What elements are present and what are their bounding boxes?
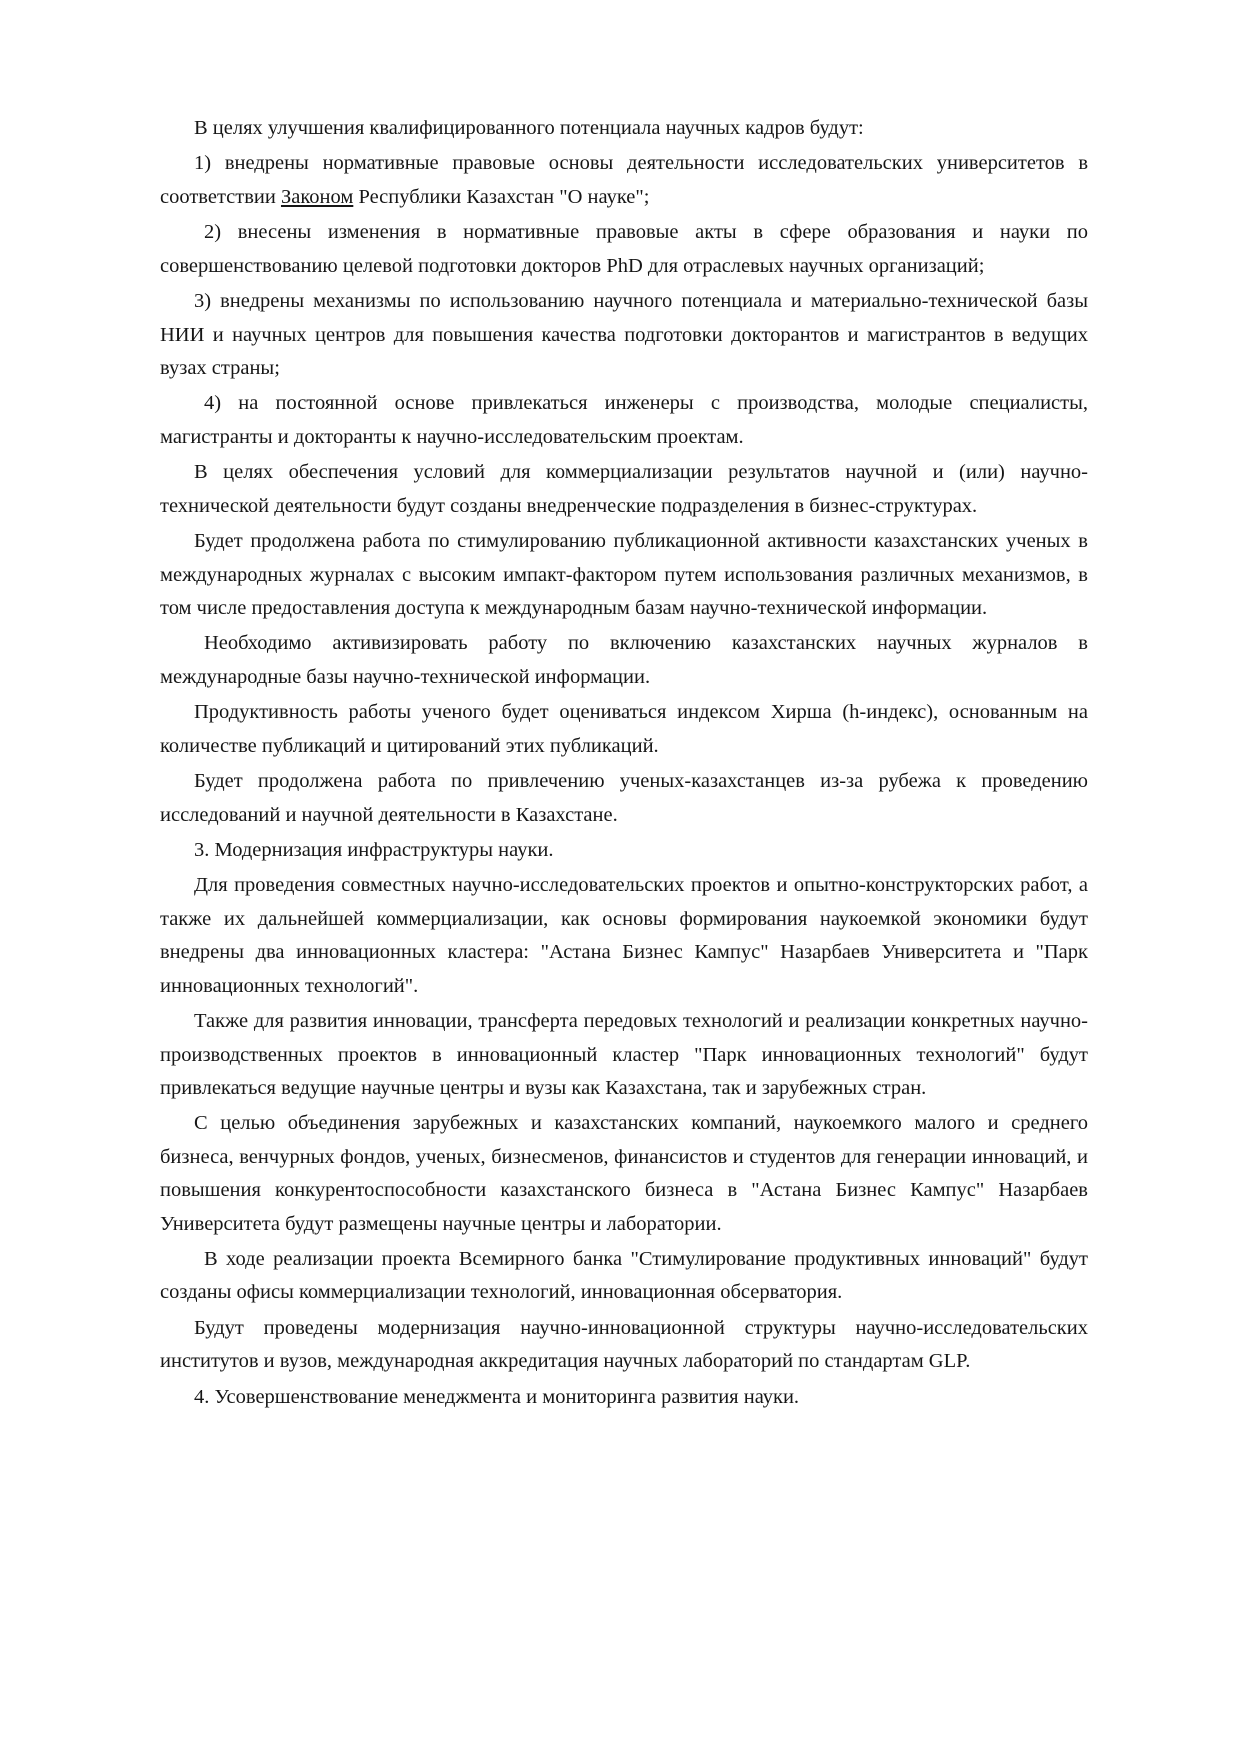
paragraph-section-4-heading: 4. Усовершенствование менеджмента и мониторинга развития науки. <box>194 1385 800 1408</box>
law-reference-underlined: Законом <box>280 185 354 208</box>
paragraph-section-3-heading: 3. Модернизация инфраструктуры науки. <box>194 839 554 861</box>
paragraph-hirsch-index: Продуктивность работы ученого будет оцениваться индексом Хирша (h-индекс), основанным на количестве публикаций и цитирований этих публикаций. <box>160 701 1088 757</box>
paragraph-item-3: 3) внедрены механизмы по использованию научного потенциала и материально-технической базы НИИ и научных центров для повышения качества подготовки докторантов и магистрантов в ведущих вузах страны; <box>160 290 1088 379</box>
paragraph-glp-accreditation: Будут проведены модернизация научно-инновационной структуры научно-исследовательских институтов и вузов, международная аккредитация научных лабораторий по стандартам GLP. <box>160 1316 1088 1373</box>
paragraph-item-2: 2) внесены изменения в нормативные правовые акты в сфере образования и науки по совершенствованию целевой подготовки докторов PhD для отраслевых научных организаций; <box>160 221 1088 277</box>
paragraph-technology-transfer: Также для развития инновации, трансферта передовых технологий и реализации конкретных научно-производственных проектов в инновационный кластер "Парк инновационных технологий" будут привлекаться ведущие научные центры и вузы как Казахстана, так и зарубежных стран. <box>160 1010 1088 1099</box>
paragraph-item-1 <box>160 147 1088 214</box>
paragraph-innovation-clusters: Для проведения совместных научно-исследовательских проектов и опытно-конструкторских работ, а также их дальнейшей коммерциализации, как основы формирования наукоемкой экономики будут внедрены два инновационных кластера: "Астана Бизнес Кампус" Назарбаев Университета и "Парк инновационных технологий". <box>160 874 1088 997</box>
paragraph-publication-activity: Будет продолжена работа по стимулированию публикационной активности казахстанских ученых в международных журналах с высоким импакт-фактором путем использования различных механизмов, в том числе предоставления доступа к международным базам научно-технической информации. <box>160 530 1088 619</box>
paragraph-journals-databases: Необходимо активизировать работу по включению казахстанских научных журналов в международные базы научно-технической информации. <box>160 632 1088 688</box>
paragraph-intro: В целях улучшения квалифицированного потенциала научных кадров будут: <box>194 117 864 139</box>
paragraph-commercialization: В целях обеспечения условий для коммерциализации результатов научной и (или) научно-технической деятельности будут созданы внедренческие подразделения в бизнес-структурах. <box>160 461 1088 517</box>
paragraph-item-4: 4) на постоянной основе привлекаться инженеры с производства, молодые специалисты, магистранты и докторанты к научно-исследовательским проектам. <box>160 392 1088 448</box>
paragraph-item-1-text-before: 1) внедрены нормативные правовые основы деятельности исследовательских университетов в соответствии <box>160 152 1088 208</box>
paragraph-item-1-text-after: Республики Казахстан "О науке"; <box>353 185 650 208</box>
paragraph-world-bank-project: В ходе реализации проекта Всемирного банка "Стимулирование продуктивных инноваций" будут созданы офисы коммерциализации технологий, инновационная обсерватория. <box>160 1248 1088 1304</box>
paragraph-scientists-return: Будет продолжена работа по привлечению ученых-казахстанцев из-за рубежа к проведению исследований и научной деятельности в Казахстане. <box>160 770 1088 826</box>
document-text-body <box>160 112 1088 1414</box>
paragraph-business-campus: С целью объединения зарубежных и казахстанских компаний, наукоемкого малого и среднего бизнеса, венчурных фондов, ученых, бизнесменов, финансистов и студентов для генерации инноваций, и повышения конкурентоспособности казахстанского бизнеса в "Астана Бизнес Кампус" Назарбаев Университета будут размещены научные центры и лаборатории. <box>160 1112 1088 1235</box>
